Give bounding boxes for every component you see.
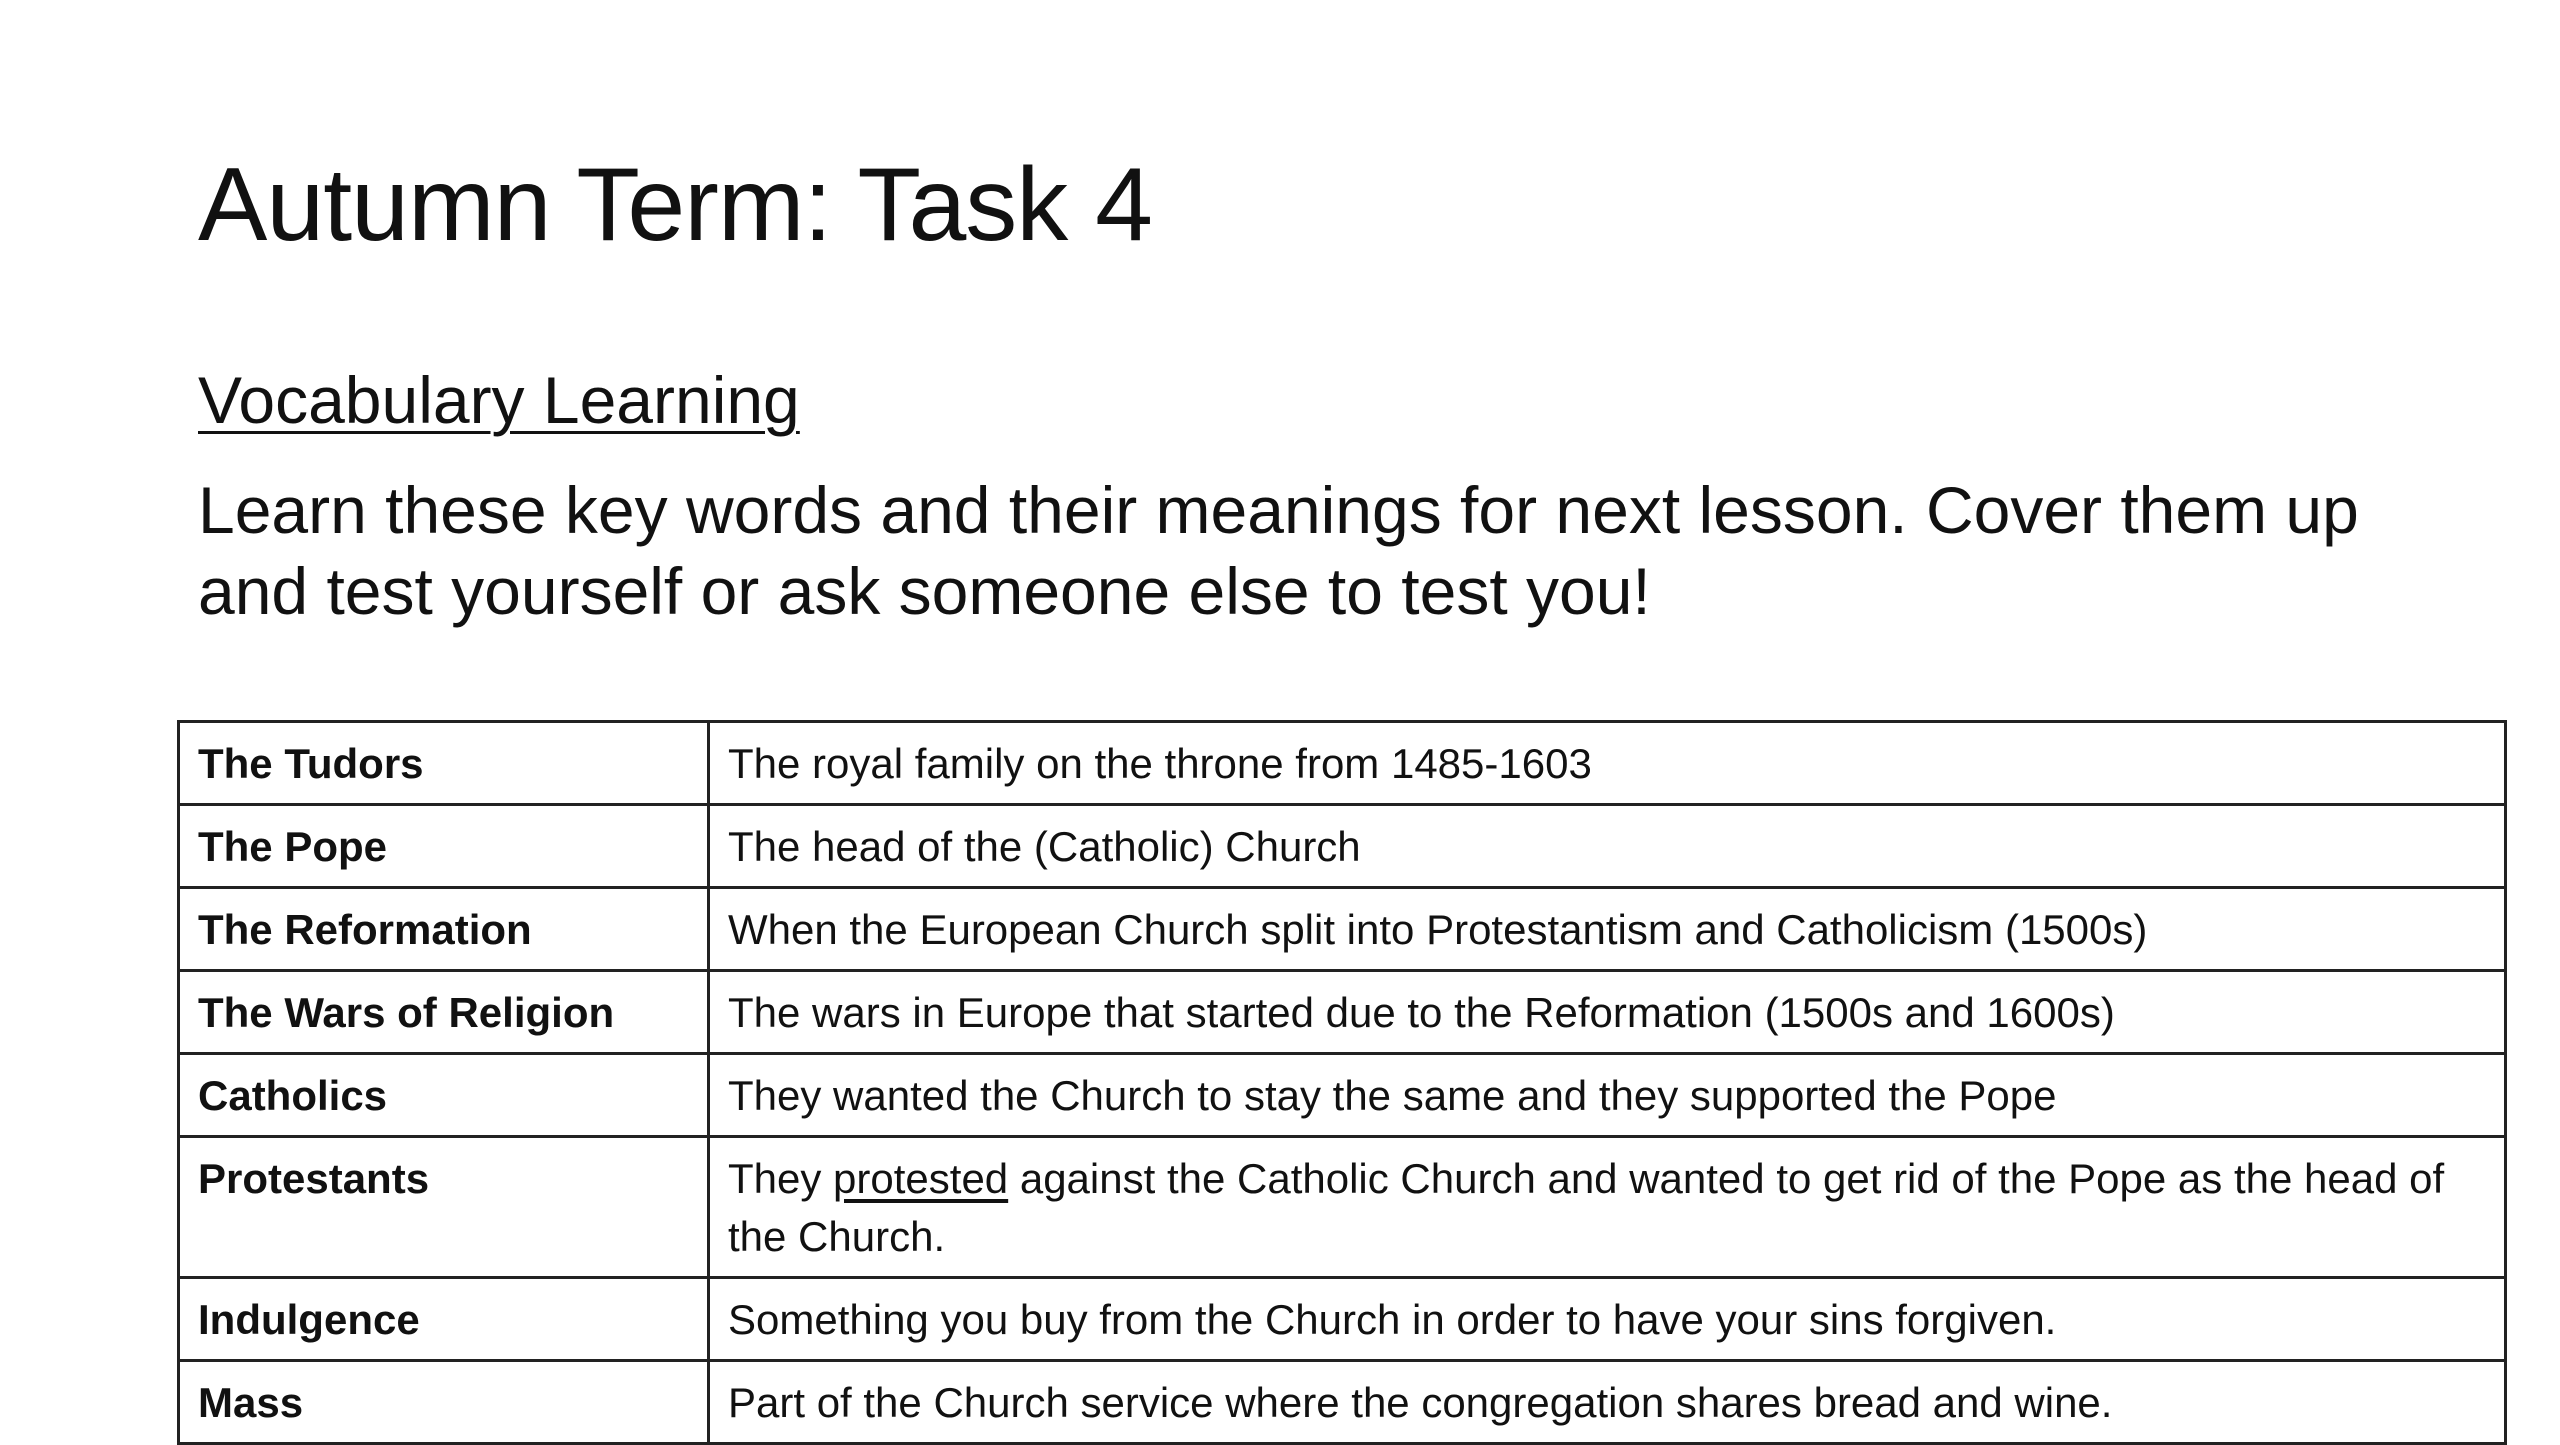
- vocab-term: The Wars of Religion: [179, 971, 709, 1054]
- section-heading: Vocabulary Learning: [198, 363, 800, 437]
- table-row: [179, 722, 2506, 805]
- vocab-definition: The head of the (Catholic) Church: [709, 805, 2506, 888]
- vocab-definition: Part of the Church service where the congregation shares bread and wine.: [709, 1361, 2506, 1444]
- vocab-definition: They wanted the Church to stay the same and they supported the Pope: [709, 1054, 2506, 1137]
- vocab-definition: Something you buy from the Church in order to have your sins forgiven.: [709, 1278, 2506, 1361]
- vocab-term: The Pope: [179, 805, 709, 888]
- vocabulary-table: [177, 720, 2507, 1445]
- vocab-definition: The wars in Europe that started due to the Reformation (1500s and 1600s): [709, 971, 2506, 1054]
- vocab-definition: [709, 1137, 2506, 1278]
- definition-text: against the Catholic Church and wanted to get rid of the Pope as the head of the Church.: [728, 1155, 2445, 1260]
- instructions-text: Learn these key words and their meanings for next lesson. Cover them up and test yourself or ask someone else to test you!: [198, 473, 2359, 628]
- table-row: [179, 1278, 2506, 1361]
- vocab-term: The Tudors: [179, 722, 709, 805]
- vocab-definition: The royal family on the throne from 1485-1603: [709, 722, 2506, 805]
- vocab-term: Mass: [179, 1361, 709, 1444]
- slide-title: Autumn Term: Task 4: [198, 147, 1153, 263]
- underlined-word: protested: [833, 1155, 1009, 1202]
- vocab-term: Protestants: [179, 1137, 709, 1278]
- table-row: [179, 1361, 2506, 1444]
- table-row: [179, 888, 2506, 971]
- table-row: [179, 971, 2506, 1054]
- vocab-term: Catholics: [179, 1054, 709, 1137]
- table-row: [179, 805, 2506, 888]
- vocab-term: The Reformation: [179, 888, 709, 971]
- table-row: [179, 1054, 2506, 1137]
- table-row: [179, 1137, 2506, 1278]
- vocab-term: Indulgence: [179, 1278, 709, 1361]
- definition-text: They: [728, 1155, 834, 1202]
- vocab-definition: When the European Church split into Protestantism and Catholicism (1500s): [709, 888, 2506, 971]
